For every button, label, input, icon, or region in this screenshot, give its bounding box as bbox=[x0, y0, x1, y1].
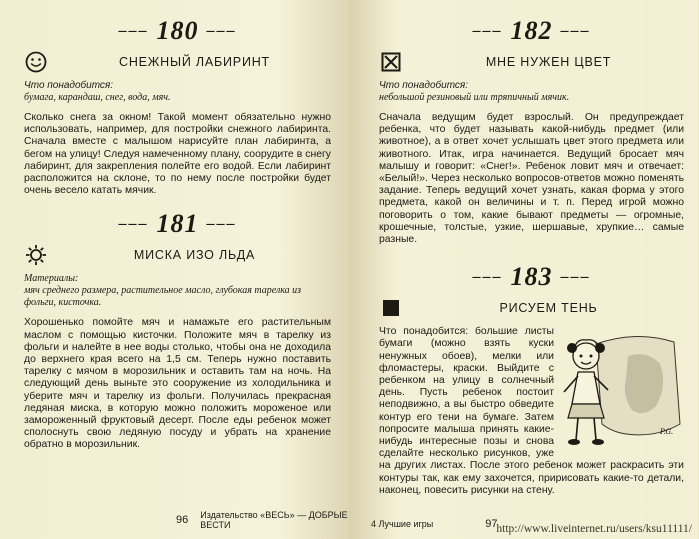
crossed-box-icon bbox=[379, 50, 403, 74]
sun-icon bbox=[24, 243, 48, 267]
child-shadow-illustration bbox=[556, 326, 684, 454]
footer-prefix: 4 Лучшие игры bbox=[371, 519, 434, 529]
section-text: Что понадобится: большие листы бумаги (можно взять куски ненужных обоев), мелки или фломастеры, краски. Выйдите с ребенком на улицу в солнечный день. Пусть ребенок постоит неподвижно, а вы быстро обведите контур его тени на бумаге. Затем попросите малыша принять какие-нибудь интересные позы и снова сделайте несколько рисунков, уже на других листах. После этого ребенок может раскрасить эти контуры так, как ему захочется, пририсовать какие-то детали, наконец, повесить рисунки на стену. bbox=[379, 326, 684, 496]
section-title: МНЕ НУЖЕН ЦВЕТ bbox=[485, 55, 612, 69]
section-text: Сколько снега за окном! Такой момент обязательно нужно использовать, например, для постройки снежного лабиринта. Сначала вместе с малышом нарисуйте план лабиринта, а бегом на улицу! Следуя намеченному плану, соорудите в снегу лабиринт, для закрепления полейте его водой. Если лабиринт расположится на склоне, то по нему после постройки будет очень весело катать мячик. bbox=[24, 112, 331, 197]
section-number-181: ––– 181 ––– bbox=[118, 209, 237, 239]
section-title: СНЕЖНЫЙ ЛАБИРИНТ bbox=[119, 55, 270, 69]
illustration-signature: P.G. bbox=[660, 428, 674, 437]
section-heading-180 bbox=[24, 50, 331, 74]
page-number: 97 bbox=[485, 518, 498, 530]
section-title: РИСУЕМ ТЕНЬ bbox=[499, 301, 598, 316]
filled-square-icon bbox=[379, 296, 403, 320]
publisher-line: Издательство «ВЕСЬ» — ДОБРЫЕ ВЕСТИ bbox=[200, 510, 348, 530]
section-text: Хорошенько помойте мяч и намажьте его растительным маслом с помощью кисточки. Положите мяч в тарелку из фольги и налейте в нее воды столько, чтобы она не доходила до верхнего края всего на 1,5 см. Теперь нужно поставить тарелку с мячом в морозильник и оставить там на ночь. На следующий день выньте это сооружение из холодильника и уберите мяч и тарелку из фольги. Получилась прекрасная ледяная миска, в которую можно положить мороженое или замороженный фруктовый десерт. После еды ребенок может сполоснуть свою ледяную посуду и убрать на хранение обратно в морозильник. bbox=[24, 317, 331, 451]
section-heading-181 bbox=[24, 243, 331, 267]
section-number-182: ––– 182 ––– bbox=[472, 16, 591, 45]
smiley-icon bbox=[24, 50, 48, 74]
section-heading-183 bbox=[379, 296, 684, 320]
left-page bbox=[0, 0, 349, 539]
section-number-180: ––– 180 ––– bbox=[118, 16, 237, 45]
right-page bbox=[349, 0, 698, 539]
section-heading-182 bbox=[379, 50, 684, 74]
page-number: 96 bbox=[176, 514, 189, 526]
section-title: МИСКА ИЗО ЛЬДА bbox=[133, 248, 256, 263]
materials-block: Что понадобится: небольшой резиновый или тряпичный мячик. bbox=[379, 80, 570, 103]
materials-block: Материалы: мяч среднего размера, растительное масло, глубокая тарелка из фольги, кисточка. bbox=[24, 273, 302, 309]
section-number-183: ––– 183 ––– bbox=[472, 262, 591, 292]
watermark-url: http://www.liveinternet.ru/users/ksu11111/ bbox=[496, 523, 692, 535]
section-text: Сначала ведущим будет взрослый. Он предупреждает ребенка, что будет называть какой-нибудь предмет (или животное), а в ответ хочет услышать цвет этого предмета или животного. Итак, игра начинается. Ведущий бросает мяч малышу и говорит: «Снег!». Ребенок ловит мяч и отвечает: «Белый!». Через несколько вопросов-ответов можно поменять задание. Теперь ведущий хочет узнать, какая форма у этого предмета, какой он величины и т. п. Перед игрой можно поговорить о том, какие бывают предметы — огромные, крошечные, толстые, узкие, шершавые, хрупкие… самые разные. bbox=[379, 112, 684, 246]
materials-block: Что понадобится: бумага, карандаш, снег, вода, мяч. bbox=[24, 80, 171, 103]
left-footer bbox=[176, 510, 349, 530]
shadow-section bbox=[379, 326, 684, 497]
right-footer bbox=[371, 518, 498, 530]
